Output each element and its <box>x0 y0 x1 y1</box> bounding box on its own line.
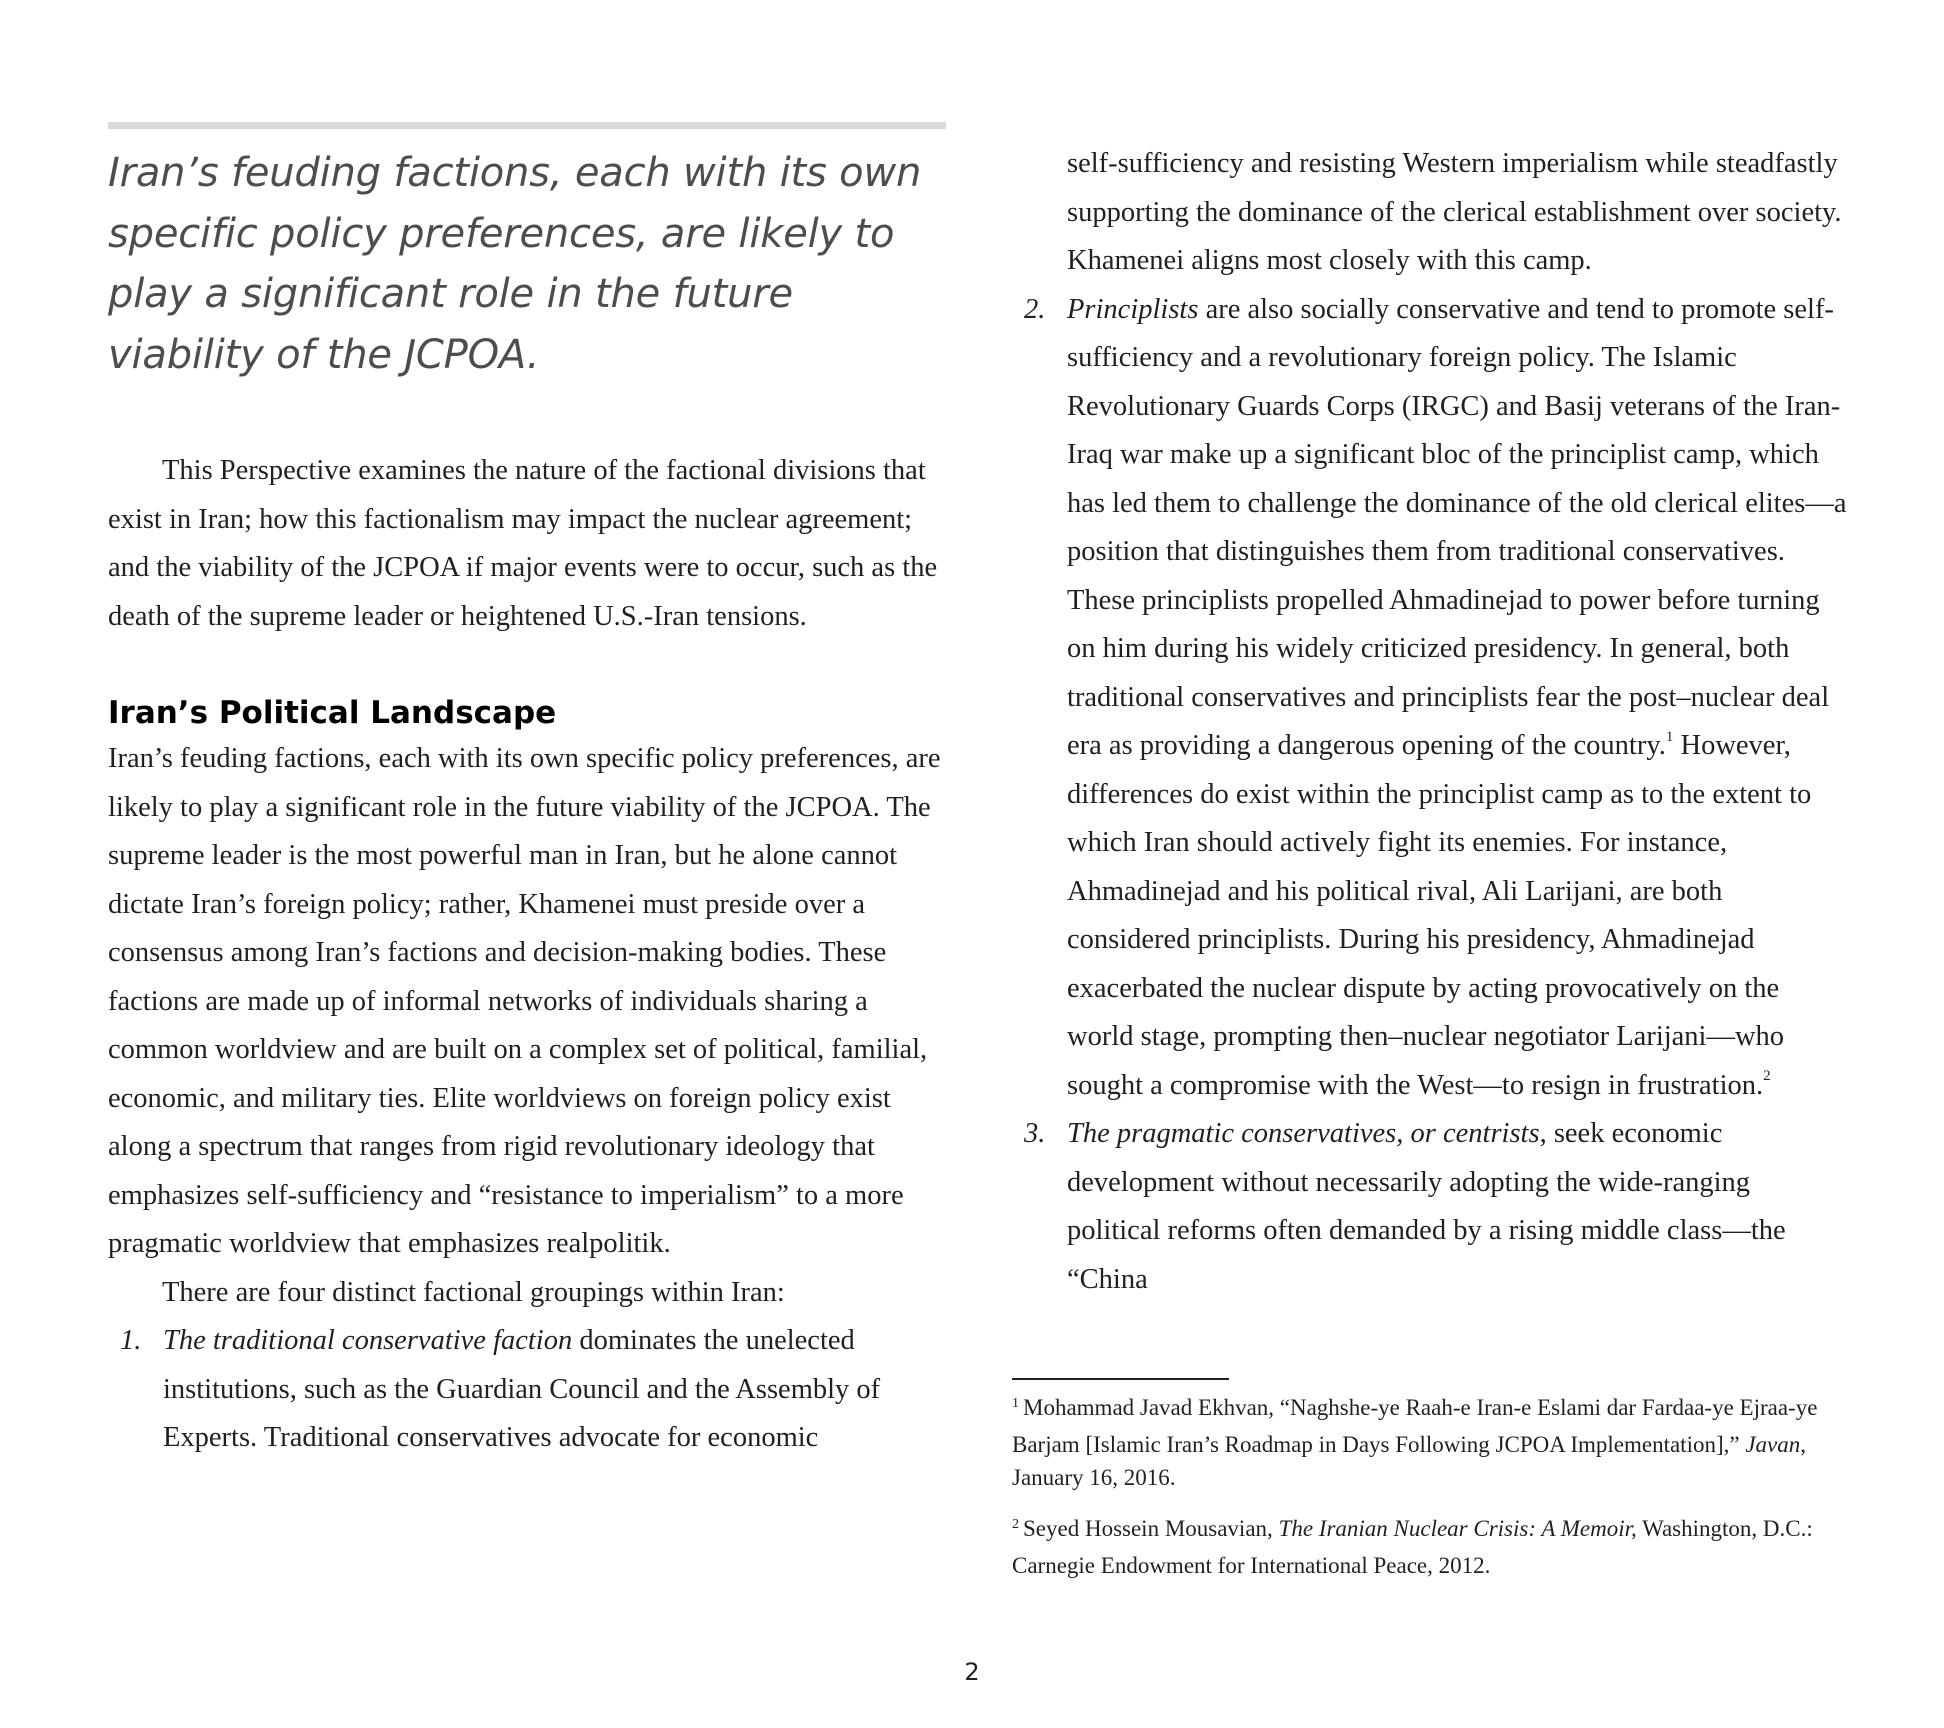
right-column <box>1012 140 1850 1304</box>
body-paragraph: Iran’s feuding factions, each with its own specific policy preferences, are likely to play a significant role in the future viability of the JCPOA. The supreme leader is the most powerful man in Iran, but he alone cannot dictate Iran’s foreign policy; rather, Khamenei must preside over a consensus among Iran’s factions and decision-making bodies. These factions are made up of informal networks of individuals sharing a common worldview and are built on a complex set of political, familial, economic, and military ties. Elite worldviews on foreign policy exist along a spectrum that ranges from rigid revolutionary ideology that emphasizes self-sufficiency and “resistance to imperialism” to a more pragmatic worldview that emphasizes realpolitik. <box>108 743 941 1259</box>
footnote-text: Mohammad Javad Ekhvan, “Naghshe-ye Raah-e Iran-e Eslami dar Fardaa-ye Ejraa-ye Barjam [Islamic Iran’s Roadmap in Days Following JCPOA Implementation],” <box>1012 1395 1818 1457</box>
left-column <box>108 122 946 1463</box>
footnote <box>1012 1391 1850 1494</box>
footnote-text: Seyed Hossein Mousavian, <box>1023 1516 1279 1541</box>
footnote-source: Javan <box>1745 1432 1801 1457</box>
footnote-text: , January 16, 2016. <box>1012 1432 1806 1490</box>
pull-quote: Iran’s feuding factions, each with its own specific policy preferences, are likely to play a significant role in the future viability of the JCPOA. <box>108 150 922 378</box>
list-text: are also socially conservative and tend to promote self-sufficiency and a revolutionary foreign policy. The Islamic Revolutionary Guards Corps (IRGC) and Basij veterans of the Iran-Iraq war make up a significant bloc of the principlist camp, which has led them to challenge the dominance of the old clerical elites—a position that distinguishes them from traditional conservatives. These principlists propelled Ahmadinejad to power before turning on him during his widely criticized presidency. In general, both traditional conservatives and principlists fear the post–nuclear deal era as providing a dangerous opening of the country. <box>1067 293 1847 761</box>
list-item <box>1012 1110 1850 1304</box>
list-number: 1. <box>120 1325 142 1356</box>
footnote-mark: 1 <box>1012 1396 1019 1411</box>
list-term: The pragmatic conservatives, or centrists <box>1067 1118 1540 1149</box>
list-text: , seek economic development without necessarily adopting the wide-ranging political reforms often demanded by a rising middle class—the “China <box>1067 1118 1786 1295</box>
footnote-reference[interactable]: 2 <box>1763 1068 1771 1084</box>
intro-paragraph: This Perspective examines the nature of the factional divisions that exist in Iran; how this factionalism may impact the nuclear agreement; and the viability of the JCPOA if major events were to occur, such as the death of the supreme leader or heightened U.S.-Iran tensions. <box>108 455 938 632</box>
body-paragraph: There are four distinct factional groupings within Iran: <box>162 1276 785 1308</box>
page-number: 2 <box>964 1658 980 1686</box>
footnote-mark: 2 <box>1012 1517 1019 1532</box>
footnote-divider <box>1012 1378 1229 1380</box>
list-text: However, differences do exist within the principlist camp as to the extent to which Iran should actively fight its enemies. For instance, Ahmadinejad and his political rival, Ali Larijani, are both considered principlists. During his presidency, Ahmadinejad exacerbated the nuclear dispute by acting provocatively on the world stage, prompting then–nuclear negotiator Larijani—who sought a compromise with the West—to resign in frustration. <box>1067 730 1812 1101</box>
list-item <box>1012 286 1850 1111</box>
list-item-continuation <box>1012 140 1850 286</box>
list-term: The traditional conservative faction <box>163 1325 573 1356</box>
list-text: dominates the unelected institutions, such as the Guardian Council and the Assembly of Experts. Traditional conservatives advocate for economic <box>163 1325 881 1453</box>
footnote-source: The Iranian Nuclear Crisis: A Memoir, <box>1278 1516 1637 1541</box>
footnote <box>1012 1512 1850 1582</box>
pull-quote-rule <box>108 122 946 129</box>
list-term: Principlists <box>1067 293 1199 325</box>
list-number: 3. <box>1024 1118 1046 1149</box>
list-item <box>108 1317 946 1463</box>
footnote-reference[interactable]: 1 <box>1665 728 1674 745</box>
footnote-text: Washington, D.C.: Carnegie Endowment for International Peace, 2012. <box>1012 1516 1813 1578</box>
footnotes <box>1012 1391 1850 1600</box>
list-text: self-sufficiency and resisting Western imperialism while steadfastly supporting the dominance of the clerical establishment over society. Khamenei aligns most closely with this camp. <box>1067 148 1842 276</box>
list-number: 2. <box>1024 293 1046 325</box>
section-heading: Iran’s Political Landscape <box>108 695 557 731</box>
